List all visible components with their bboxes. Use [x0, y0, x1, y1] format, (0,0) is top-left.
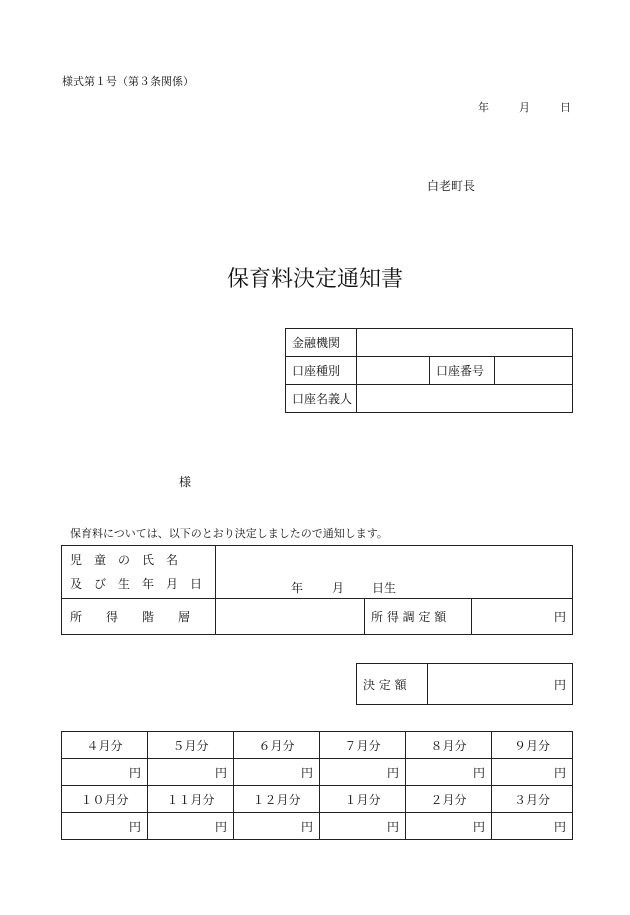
bank-institution-value — [357, 329, 573, 357]
month-header: ３月分 — [492, 786, 573, 813]
date-month: 月 — [519, 101, 530, 114]
month-amount: 円 — [320, 813, 406, 840]
month-amount: 円 — [492, 759, 573, 786]
month-amount: 円 — [62, 813, 148, 840]
child-name-birth-value — [216, 546, 573, 599]
month-header: １月分 — [320, 786, 406, 813]
birth-day: 日生 — [372, 581, 397, 595]
month-amount: 円 — [148, 813, 234, 840]
birth-year: 年 — [291, 581, 304, 595]
income-tier-value — [216, 599, 365, 635]
account-number-label: 口座番号 — [430, 357, 495, 385]
decision-value: 円 — [428, 664, 573, 705]
monthly-fee-table — [61, 731, 573, 840]
month-amount: 円 — [406, 813, 492, 840]
account-number-value — [495, 357, 573, 385]
account-type-value — [357, 357, 430, 385]
form-number: 様式第１号（第３条関係） — [62, 75, 194, 88]
income-amount-label: 所 得 調 定 額 — [365, 599, 472, 635]
month-header: ４月分 — [62, 732, 148, 759]
income-tier-label: 所 得 階 層 — [62, 599, 216, 635]
month-amount: 円 — [234, 813, 320, 840]
month-amount: 円 — [62, 759, 148, 786]
account-holder-value — [357, 385, 573, 413]
month-header: ８月分 — [406, 732, 492, 759]
month-amount: 円 — [492, 813, 573, 840]
month-amount: 円 — [234, 759, 320, 786]
month-amount: 円 — [320, 759, 406, 786]
birth-month: 月 — [332, 581, 345, 595]
decision-label: 決 定 額 — [357, 664, 428, 705]
month-header: ９月分 — [492, 732, 573, 759]
bank-institution-label: 金融機関 — [286, 329, 357, 357]
month-header: １２月分 — [234, 786, 320, 813]
month-header: ２月分 — [406, 786, 492, 813]
month-header: ５月分 — [148, 732, 234, 759]
child-name-birth-label — [62, 546, 216, 599]
month-header: ６月分 — [234, 732, 320, 759]
bank-account-table — [285, 328, 573, 413]
income-amount-value: 円 — [472, 599, 573, 635]
issuer: 白老町長 — [427, 179, 476, 193]
child-info-table — [61, 545, 573, 635]
month-header: １１月分 — [148, 786, 234, 813]
document-title: 保育料決定通知書 — [226, 267, 403, 292]
month-header: ７月分 — [320, 732, 406, 759]
month-amount: 円 — [148, 759, 234, 786]
date-day: 日 — [560, 101, 571, 114]
decision-table — [356, 663, 573, 705]
child-birth-label: 及 び 生 年 月 日 — [70, 577, 203, 591]
month-header: １０月分 — [62, 786, 148, 813]
month-amount: 円 — [406, 759, 492, 786]
account-type-label: 口座種別 — [286, 357, 357, 385]
date-year: 年 — [478, 101, 489, 114]
intro-text: 保育料については、以下のとおり決定しましたので通知します。 — [70, 527, 388, 540]
account-holder-label: 口座名義人 — [286, 385, 357, 413]
addressee-suffix: 様 — [179, 475, 192, 489]
child-name-label: 児 童 の 氏 名 — [70, 553, 179, 567]
